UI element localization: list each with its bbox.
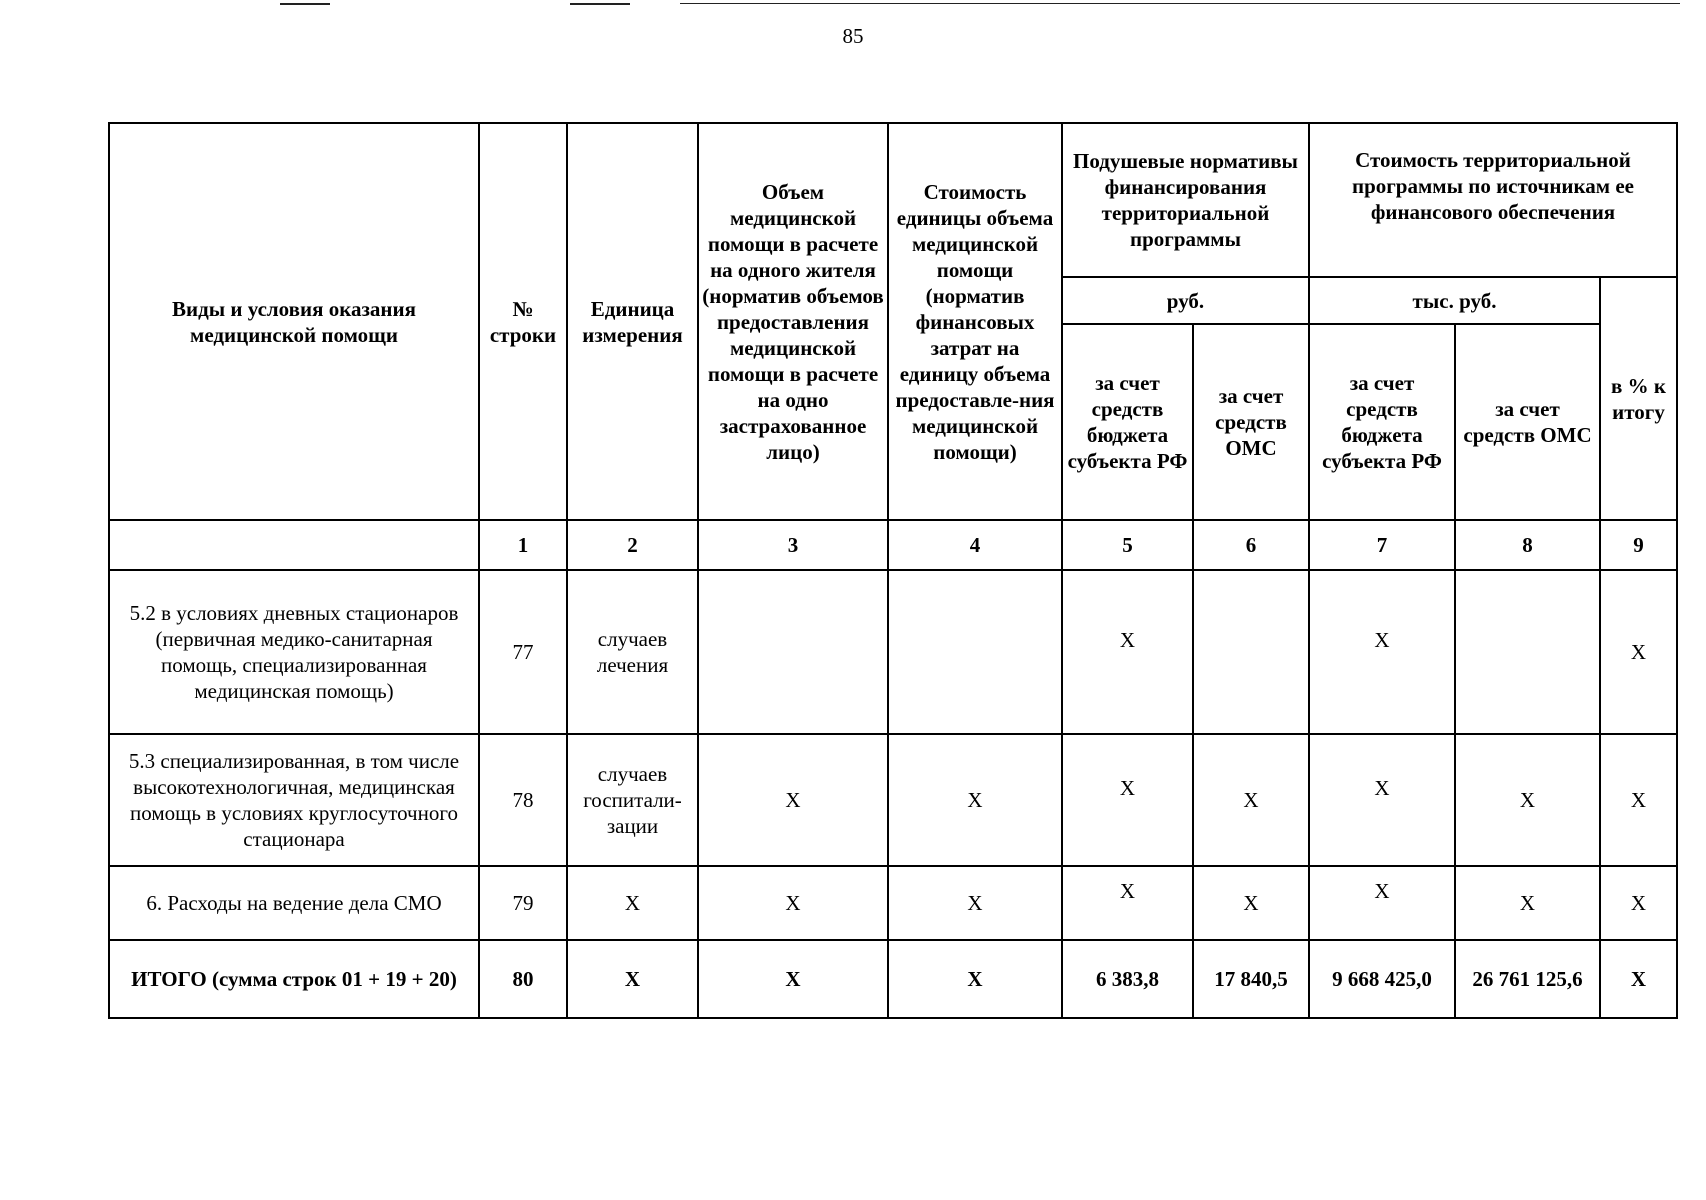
row-number: 77 (479, 570, 567, 734)
total-number: 80 (479, 940, 567, 1018)
medical-care-cost-table (108, 122, 1678, 1019)
column-number: 6 (1193, 520, 1309, 570)
header-sub-oms-2: за счет средств ОМС (1455, 324, 1600, 520)
total-oms-thousand: 26 761 125,6 (1455, 940, 1600, 1018)
row-oms-thousand: X (1455, 734, 1600, 866)
total-budget-thousand: 9 668 425,0 (1309, 940, 1455, 1018)
header-row-no: № строки (479, 123, 567, 520)
row-oms-rub: X (1193, 734, 1309, 866)
row-name: 5.3 специализированная, в том числе высокотехнологичная, медицинская помощь в условиях круглосуточного стационара (109, 734, 479, 866)
row-cost (888, 570, 1062, 734)
row-unit: X (567, 866, 698, 940)
row-pct: X (1600, 734, 1677, 866)
row-name: 6. Расходы на ведение дела СМО (109, 866, 479, 940)
row-pct: X (1600, 866, 1677, 940)
table-row (109, 866, 1677, 940)
column-number: 5 (1062, 520, 1193, 570)
column-number: 4 (888, 520, 1062, 570)
column-number: 7 (1309, 520, 1455, 570)
header-per-capita-group: Подушевые нормативы финансирования территориальной программы (1062, 123, 1309, 277)
row-budget-thousand: X (1309, 854, 1455, 928)
row-number: 78 (479, 734, 567, 866)
row-oms-thousand (1455, 570, 1600, 734)
row-unit: случаев лечения (567, 570, 698, 734)
row-budget-rub: X (1062, 854, 1193, 928)
column-number: 2 (567, 520, 698, 570)
row-budget-rub: X (1062, 722, 1193, 854)
header-sub-oms: за счет средств ОМС (1193, 324, 1309, 520)
header-program-cost-group: Стоимость территориальной программы по источникам ее финансового обеспечения (1309, 123, 1677, 277)
header-cost: Стоимость единицы объема медицинской помощи (норматив финансовых затрат на единицу объема предоставле-ния медицинской помощи) (888, 123, 1062, 520)
total-oms-rub: 17 840,5 (1193, 940, 1309, 1018)
total-volume: X (698, 940, 888, 1018)
header-pct-of-total: в % к итогу (1600, 277, 1677, 520)
header-volume: Объем медицинской помощи в расчете на одного жителя (норматив объемов предоставления медицинской помощи в расчете на одно застрахованное лицо) (698, 123, 888, 520)
row-budget-thousand: X (1309, 558, 1455, 722)
top-scan-rule (570, 3, 630, 5)
row-oms-thousand: X (1455, 866, 1600, 940)
header-unit: Единица измерения (567, 123, 698, 520)
total-row (109, 940, 1677, 1018)
column-number-empty (109, 520, 479, 570)
row-volume: X (698, 734, 888, 866)
row-name: 5.2 в условиях дневных стационаров (первичная медико-санитарная помощь, специализированная медицинская помощь) (109, 570, 479, 734)
header-name: Виды и условия оказания медицинской помощи (109, 123, 479, 520)
top-scan-rule (280, 3, 330, 5)
column-number: 8 (1455, 520, 1600, 570)
table-row (109, 570, 1677, 734)
row-oms-rub: X (1193, 866, 1309, 940)
header-sub-budget-2: за счет средств бюджета субъекта РФ (1309, 324, 1455, 520)
column-number: 9 (1600, 520, 1677, 570)
row-volume: X (698, 866, 888, 940)
row-volume (698, 570, 888, 734)
header-unit-rub: руб. (1062, 277, 1309, 324)
row-unit: случаев госпитали-зации (567, 734, 698, 866)
total-pct: X (1600, 940, 1677, 1018)
header-row-1 (109, 123, 1677, 277)
row-pct: X (1600, 570, 1677, 734)
total-unit: X (567, 940, 698, 1018)
row-cost: X (888, 866, 1062, 940)
row-oms-rub (1193, 570, 1309, 734)
row-cost: X (888, 734, 1062, 866)
column-number: 1 (479, 520, 567, 570)
page-number: 85 (842, 24, 864, 48)
total-budget-rub: 6 383,8 (1062, 940, 1193, 1018)
total-name: ИТОГО (сумма строк 01 + 19 + 20) (109, 940, 479, 1018)
row-budget-thousand: X (1309, 722, 1455, 854)
table-row (109, 734, 1677, 866)
header-sub-budget: за счет средств бюджета субъекта РФ (1062, 324, 1193, 520)
top-scan-rule (680, 3, 1680, 4)
row-budget-rub: X (1062, 558, 1193, 722)
total-cost: X (888, 940, 1062, 1018)
header-unit-thousand-rub: тыс. руб. (1309, 277, 1600, 324)
column-number: 3 (698, 520, 888, 570)
row-number: 79 (479, 866, 567, 940)
